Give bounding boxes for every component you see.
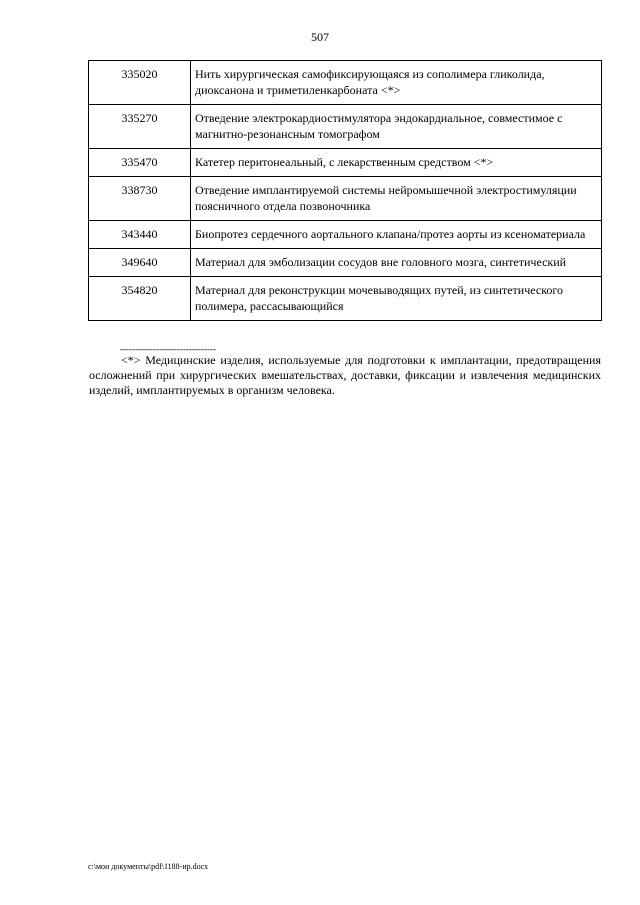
row-code: 343440 (89, 221, 191, 249)
row-name: Отведение имплантируемой системы нейромышечной электростимуляции поясничного отдела позвоночника (191, 177, 602, 221)
row-code: 335270 (89, 105, 191, 149)
row-name: Катетер перитонеальный, с лекарственным средством <*> (191, 149, 602, 177)
page-number: 507 (311, 30, 329, 44)
table-row (89, 149, 602, 177)
row-code: 335470 (89, 149, 191, 177)
row-name: Материал для реконструкции мочевыводящих путей, из синтетического полимера, рассасывающийся (191, 277, 602, 321)
table-row (89, 277, 602, 321)
footnote-separator: -------------------------------- (120, 344, 216, 354)
table-row (89, 221, 602, 249)
row-name: Отведение электрокардиостимулятора эндокардиальное, совместимое с магнитно-резонансным томографом (191, 105, 602, 149)
table-row (89, 105, 602, 149)
footnote-text: <*> Медицинские изделия, используемые для подготовки к имплантации, предотвращения осложнений при хирургических вмешательствах, доставки, фиксации и извлечения медицинских изделий, имплантируемых в организм человека. (89, 353, 601, 397)
table-row (89, 177, 602, 221)
row-code: 354820 (89, 277, 191, 321)
row-code: 349640 (89, 249, 191, 277)
table-row (89, 249, 602, 277)
medical-devices-table (88, 60, 602, 321)
table-row (89, 61, 602, 105)
row-name: Биопротез сердечного аортального клапана/протез аорты из ксеноматериала (191, 221, 602, 249)
row-name: Нить хирургическая самофиксирующаяся из сополимера гликолида, диоксанона и триметиленкарбоната <*> (191, 61, 602, 105)
file-path: c:\мои документы\pdf\1188-ир.docx (88, 862, 209, 871)
row-code: 335020 (89, 61, 191, 105)
row-name: Материал для эмболизации сосудов вне головного мозга, синтетический (191, 249, 602, 277)
row-code: 338730 (89, 177, 191, 221)
